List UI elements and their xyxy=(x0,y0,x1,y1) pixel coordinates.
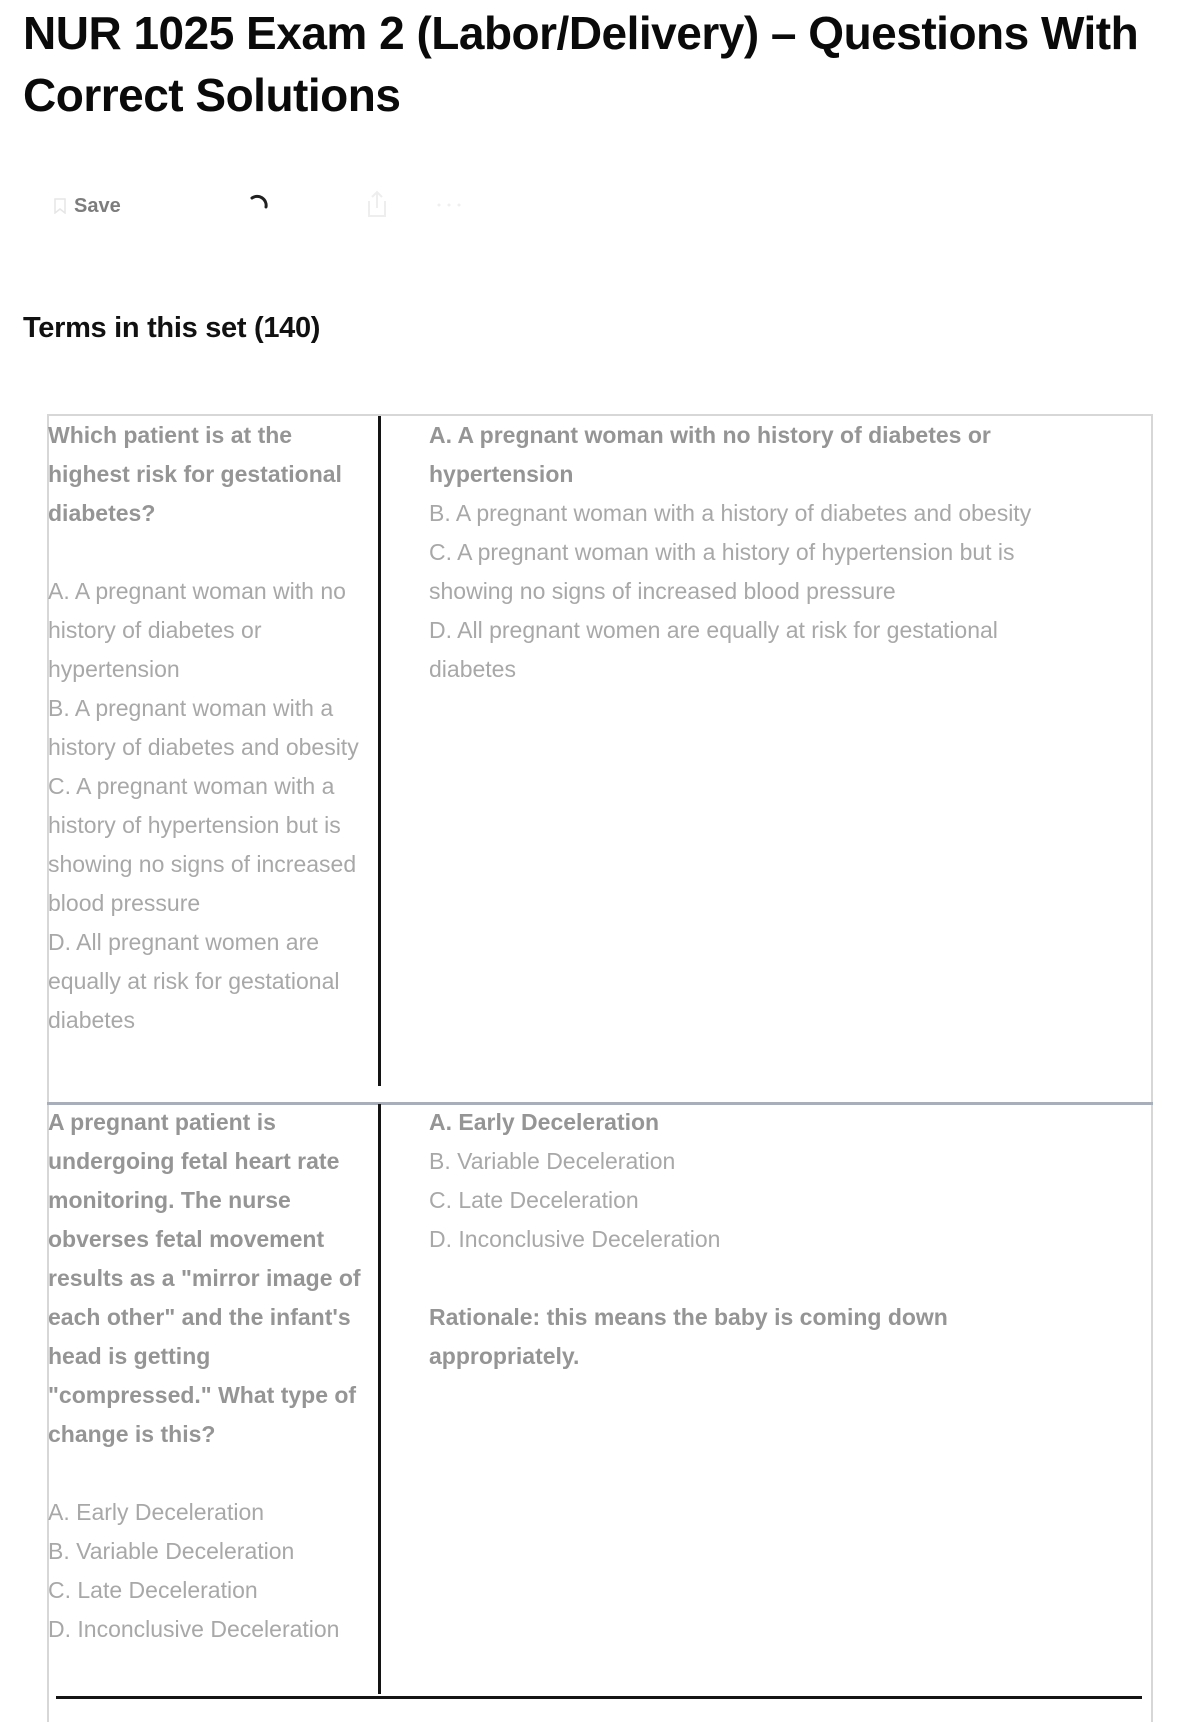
definition-option: C. Late Deceleration xyxy=(429,1187,639,1213)
definition-option: A. Early Deceleration xyxy=(429,1109,660,1135)
bookmark-icon xyxy=(54,198,66,214)
save-button[interactable] xyxy=(54,188,121,224)
definition-option: D. Inconclusive Deceleration xyxy=(429,1226,721,1252)
definition-option: B. A pregnant woman with a history of diabetes and obesity xyxy=(429,500,1032,526)
card-definition xyxy=(429,1103,1069,1376)
term-question: Which patient is at the highest risk for gestational diabetes? xyxy=(48,422,342,526)
bottom-rule xyxy=(56,1696,1142,1699)
term-option: A. A pregnant woman with no history of diabetes or hypertension xyxy=(48,578,346,682)
definition-option: B. Variable Deceleration xyxy=(429,1148,676,1174)
save-label: Save xyxy=(74,194,121,217)
terms-count-heading: Terms in this set (140) xyxy=(23,312,321,344)
term-option: C. A pregnant woman with a history of hypertension but is showing no signs of increased blood pressure xyxy=(48,773,357,916)
card-term xyxy=(48,416,368,1040)
definition-rationale: Rationale: this means the baby is coming down appropriately. xyxy=(429,1304,948,1369)
loading-spinner-icon xyxy=(244,189,274,224)
term-option: C. Late Deceleration xyxy=(48,1577,258,1603)
term-option: D. All pregnant women are equally at risk for gestational diabetes xyxy=(48,929,340,1033)
column-divider xyxy=(378,1104,381,1694)
more-options-button[interactable] xyxy=(434,188,464,224)
card-term xyxy=(48,1103,368,1649)
column-divider xyxy=(378,416,381,1086)
term-option: A. Early Deceleration xyxy=(48,1499,265,1525)
definition-option: D. All pregnant women are equally at risk for gestational diabetes xyxy=(429,617,998,682)
term-option: B. Variable Deceleration xyxy=(48,1538,295,1564)
term-option: B. A pregnant woman with a history of diabetes and obesity xyxy=(48,695,359,760)
definition-option: A. A pregnant woman with no history of diabetes or hypertension xyxy=(429,422,991,487)
term-question: A pregnant patient is undergoing fetal heart rate monitoring. The nurse obverses fetal movement results as a "mirror image of each other" and the infant's head is getting "compressed." What type of change is this? xyxy=(48,1109,361,1447)
term-option: D. Inconclusive Deceleration xyxy=(48,1616,340,1642)
share-button[interactable] xyxy=(364,188,390,224)
share-icon xyxy=(364,189,390,224)
card-definition xyxy=(429,416,1069,689)
loading-spinner xyxy=(244,188,274,224)
action-toolbar xyxy=(54,188,514,224)
definition-option: C. A pregnant woman with a history of hypertension but is showing no signs of increased blood pressure xyxy=(429,539,1015,604)
more-icon xyxy=(434,197,464,215)
page-title: NUR 1025 Exam 2 (Labor/Delivery) – Questions With Correct Solutions xyxy=(23,7,1139,121)
